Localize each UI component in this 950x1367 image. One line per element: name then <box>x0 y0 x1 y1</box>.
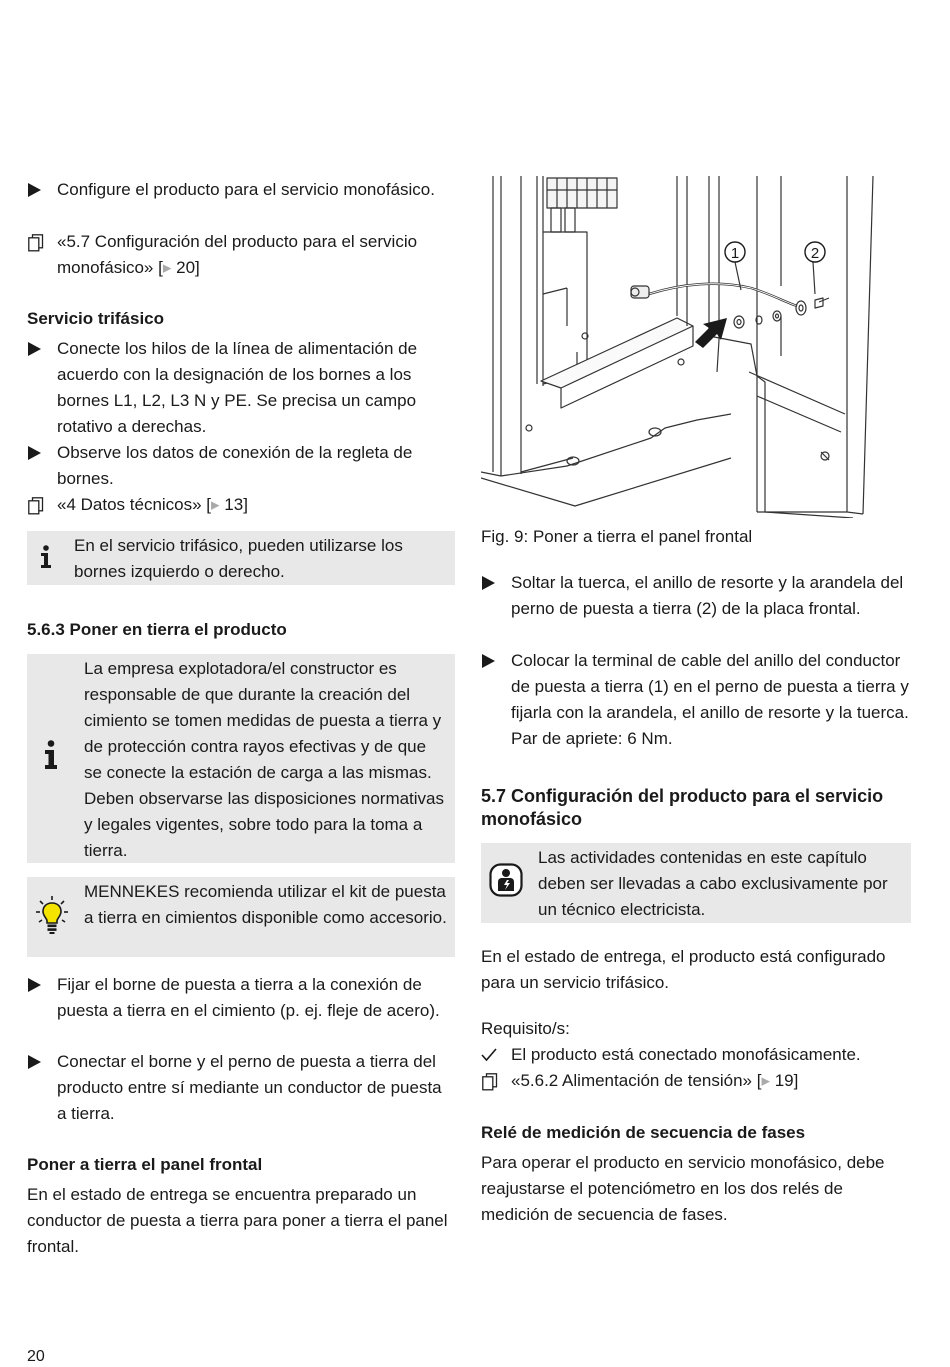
requirement-single-phase-connected: El producto está conectado monofásicamente. <box>481 1042 911 1068</box>
document-reference-icon <box>481 1068 505 1094</box>
paragraph-front-panel-conductor: En el estado de entrega se encuentra preparado un conductor de puesta a tierra para poner a tierra el panel frontal. <box>27 1185 448 1256</box>
electrician-icon <box>489 863 523 905</box>
triangle-bullet-icon <box>27 1049 51 1075</box>
triangle-bullet-icon <box>27 440 51 466</box>
requirements-label: Requisito/s: <box>481 1019 570 1038</box>
page-arrow-icon: ▸ <box>761 1071 770 1090</box>
page-arrow-icon: ▸ <box>211 495 220 514</box>
page-arrow-icon: ▸ <box>162 258 172 277</box>
callout-1: 1 <box>730 245 740 262</box>
page-number: 20 <box>27 1348 45 1365</box>
heading-servicio-trifasico: Servicio trifásico <box>27 309 165 328</box>
cross-reference-4[interactable]: «4 Datos técnicos» [▸ 13] <box>27 492 455 518</box>
info-icon <box>43 740 59 778</box>
figure-caption: Fig. 9: Poner a tierra el panel frontal <box>481 527 753 546</box>
figure-ground-front-panel <box>481 176 881 518</box>
instruction-configure-single-phase: Configure el producto para el servicio monofásico. <box>27 177 455 203</box>
triangle-bullet-icon <box>481 648 505 674</box>
tip-box-grounding-kit: MENNEKES recomienda utilizar el kit de puesta a tierra en cimientos disponible como accesorio. <box>27 877 455 957</box>
paragraph-phase-sequence-relay: Para operar el producto en servicio monofásico, debe reajustarse el potenciómetro en los dos relés de medición de secuencia de fases. <box>481 1153 885 1224</box>
instruction-observe-terminal-data: Observe los datos de conexión de la regleta de bornes. <box>27 440 455 492</box>
triangle-bullet-icon <box>27 336 51 362</box>
instruction-connect-wires: Conecte los hilos de la línea de alimentación de acuerdo con la designación de los bornes a los bornes L1, L2, L3 N y PE. Se precisa un campo rotativo a derechas. <box>27 336 455 440</box>
info-box-three-phase: En el servicio trifásico, pueden utilizarse los bornes izquierdo o derecho. <box>27 531 455 585</box>
instruction-place-cable-terminal: Colocar la terminal de cable del anillo del conductor de puesta a tierra (1) en el perno de puesta a tierra y fijarla con la arandela, el anillo de resorte y la tuerca. Par de apriete: 6 Nm. <box>481 648 911 752</box>
info-box-grounding-responsibility: La empresa explotadora/el constructor es responsable de que durante la creación del cimiento se tomen medidas de puesta a tierra y de protección contra rayos efectivas y de que se conecte la estación de carga a las mismas. Deben observarse las disposiciones normativas y legales vigentes, sobre todo para la toma a tierra. <box>27 654 455 863</box>
instruction-loosen-nut: Soltar la tuerca, el anillo de resorte y la arandela del perno de puesta a tierra (2) de la placa frontal. <box>481 570 911 622</box>
document-reference-icon <box>27 492 51 518</box>
info-icon <box>39 545 53 577</box>
paragraph-delivery-state: En el estado de entrega, el producto está configurado para un servicio trifásico. <box>481 947 886 992</box>
heading-phase-sequence-relay: Relé de medición de secuencia de fases <box>481 1123 806 1142</box>
heading-5-6-3: 5.6.3 Poner en tierra el producto <box>27 620 287 639</box>
checkmark-icon <box>481 1042 505 1068</box>
triangle-bullet-icon <box>27 972 51 998</box>
document-reference-icon <box>27 229 51 255</box>
cross-reference-5-6-2[interactable]: «5.6.2 Alimentación de tensión» [▸ 19] <box>481 1068 911 1094</box>
instruction-fix-grounding-terminal: Fijar el borne de puesta a tierra a la conexión de puesta a tierra en el cimiento (p. ej. fleje de acero). <box>27 972 455 1024</box>
lightbulb-icon <box>35 895 69 943</box>
electrician-notice-box: Las actividades contenidas en este capítulo deben ser llevadas a cabo exclusivamente por un técnico electricista. <box>481 843 911 923</box>
callout-2: 2 <box>810 245 820 262</box>
front-panel-grounding-illustration <box>481 176 881 518</box>
heading-ground-front-panel: Poner a tierra el panel frontal <box>27 1155 263 1174</box>
instruction-connect-terminal-bolt: Conectar el borne y el perno de puesta a tierra del producto entre sí mediante un conductor de puesta a tierra. <box>27 1049 455 1127</box>
triangle-bullet-icon <box>481 570 505 596</box>
heading-5-7: 5.7 Configuración del producto para el servicio monofásico <box>481 786 884 829</box>
cross-reference-5-7[interactable]: «5.7 Configuración del producto para el servicio monofásico» [▸ 20] <box>27 229 455 281</box>
triangle-bullet-icon <box>27 177 51 203</box>
